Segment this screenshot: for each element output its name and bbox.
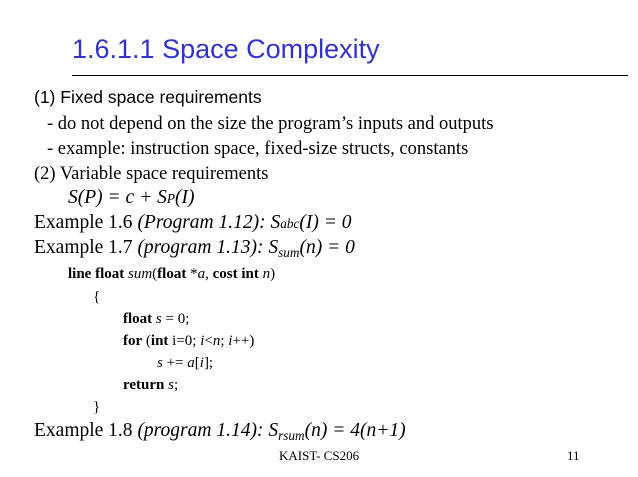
example-1-8-subscript: rsum: [278, 427, 305, 443]
code-declaration: float s = 0;: [123, 311, 190, 327]
example-1-6-subscript: abc: [280, 216, 300, 231]
formula-subscript: P: [166, 191, 175, 206]
formula-rhs: (I): [174, 187, 195, 208]
code-close-brace: }: [93, 399, 101, 415]
page-number: 11: [567, 448, 580, 463]
code-signature: line float sum(float *a, cost int n): [68, 266, 276, 282]
fixed-space-bullet-2: - example: instruction space, fixed-size structs, constants: [47, 139, 469, 159]
example-1-7-subscript: sum: [278, 244, 300, 260]
example-1-6: [34, 213, 352, 233]
fixed-space-heading: (1) Fixed space requirements: [34, 87, 262, 107]
example-1-8-label: Example 1.8: [34, 420, 133, 441]
example-1-7-ref: (program 1.13): S: [137, 237, 279, 258]
example-1-6-label: Example 1.6: [34, 212, 133, 233]
fixed-space-bullet-1: - do not depend on the size the program’s inputs and outputs: [47, 114, 494, 134]
example-1-7-label: Example 1.7: [34, 237, 133, 258]
title-divider: [72, 75, 628, 76]
example-1-6-ref: (Program 1.12): S: [137, 212, 281, 233]
example-1-7: [34, 238, 355, 259]
space-formula: [68, 188, 194, 208]
example-1-6-rhs: (I) = 0: [299, 212, 352, 233]
slide-title: 1.6.1.1 Space Complexity: [72, 34, 380, 64]
example-1-7-rhs: (n) = 0: [299, 237, 355, 258]
code-loop-body: s += a[i];: [157, 355, 214, 371]
formula-lhs: S(P) = c + S: [68, 187, 167, 208]
example-1-8-rhs: (n) = 4(n+1): [304, 420, 406, 441]
example-1-8: [34, 421, 406, 442]
code-return: return s;: [123, 377, 179, 393]
example-1-8-ref: (program 1.14): S: [137, 420, 279, 441]
slide-footer: KAIST- CS206: [279, 448, 360, 463]
code-open-brace: {: [93, 289, 101, 305]
code-for-loop: for (int i=0; i<n; i++): [123, 333, 255, 349]
variable-space-heading: (2) Variable space requirements: [34, 164, 269, 184]
